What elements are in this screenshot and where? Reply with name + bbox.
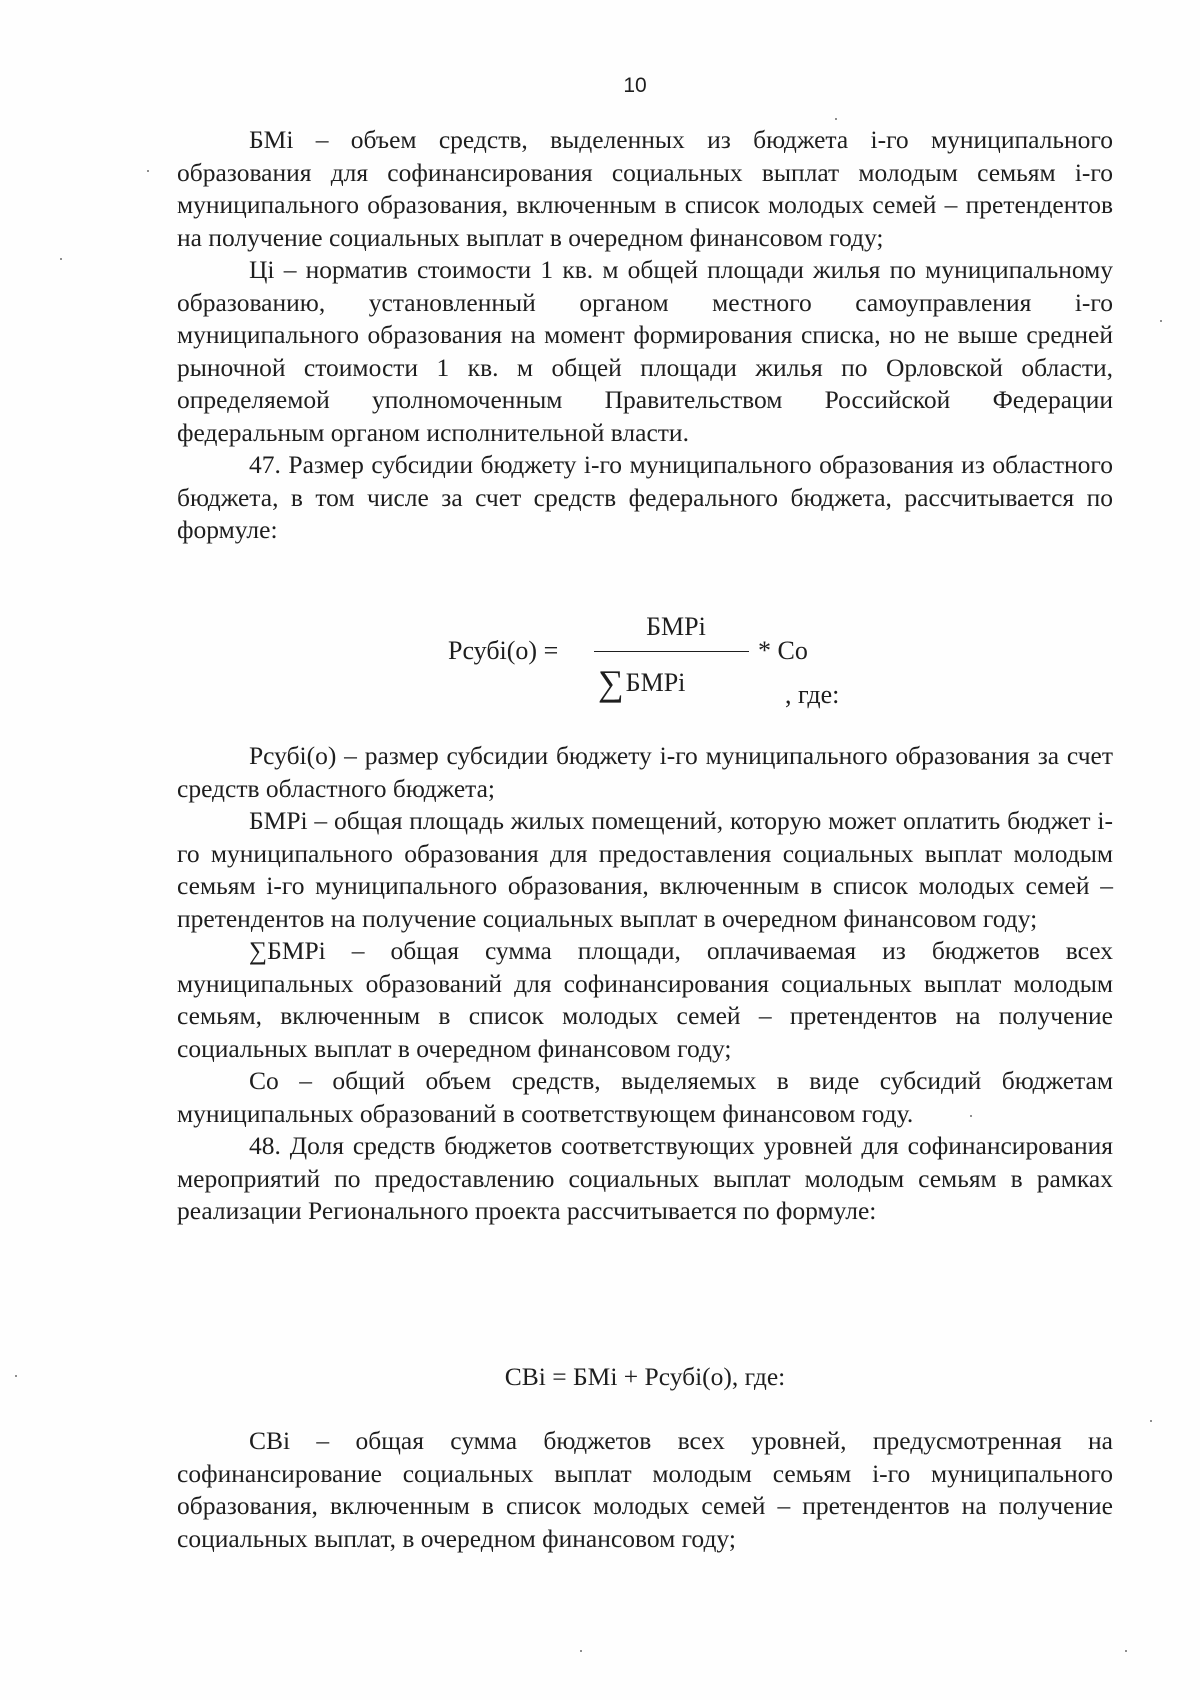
formula-fraction-bar [594,651,749,652]
paragraph-sum-bmr-definition: ∑БМРі – общая сумма площади, оплачиваемая из бюджетов всех муниципальных образований для софинансирования социальных выплат молодым семьям, включенным в список молодых семей – претендентов на получение социальных выплат в очередном финансовом году; [177,936,1113,1063]
text-block-definitions-2 [177,740,1113,1228]
scan-speck [1125,1650,1127,1652]
scan-speck [1150,1420,1152,1422]
paragraph-rsub-definition: Рсубі(о) – размер субсидии бюджету і-го муниципального образования за счет средств областного бюджета; [177,741,1113,803]
formula-subsidy-denominator [598,658,686,703]
text-block-definitions-1 [177,124,1113,547]
formula-subsidy-lhs: Рсубі(о) = [448,636,559,665]
scan-speck [835,118,837,120]
scan-speck [1160,320,1162,322]
page-number: 10 [623,74,647,97]
paragraph-item-47: 47. Размер субсидии бюджету і-го муниципального образования из областного бюджета, в том числе за счет средств федерального бюджета, рассчитывается по формуле: [177,450,1113,544]
formula-subsidy [448,612,868,722]
paragraph-ci-definition: Ці – норматив стоимости 1 кв. м общей площади жилья по муниципальному образованию, установленный органом местного самоуправления і-го муниципального образования на момент формирования списка, но не выше средней рыночной стоимости 1 кв. м общей площади жилья по Орловской области, определяемой уполномоченным Правительством Российской Федерации федеральным органом исполнительной власти. [177,255,1113,447]
paragraph-bmr-definition: БМРі – общая площадь жилых помещений, которую может оплатить бюджет і-го муниципального образования для предоставления социальных выплат молодым семьям і-го муниципального образования, включенным в список молодых семей – претендентов на получение социальных выплат в очередном финансовом году; [177,806,1113,933]
formula-subsidy-denominator-text: БМРі [625,668,686,697]
formula-subsidy-where: , где: [785,680,840,709]
formula-total-budget: СВі = БМі + Рсубі(о), где: [504,1362,786,1391]
scan-speck [147,170,149,172]
paragraph-bmi-definition: БМі – объем средств, выделенных из бюджета і-го муниципального образования для софинансирования социальных выплат молодым семьям і-го муниципального образования, включенным в список молодых семей – претендентов на получение социальных выплат в очередном финансовом году; [177,125,1113,252]
text-block-definitions-3 [177,1425,1113,1555]
sigma-symbol: ∑ [598,663,624,703]
paragraph-cvi-definition: СВі – общая сумма бюджетов всех уровней, предусмотренная на софинансирование социальных выплат молодым семьям і-го муниципального образования, включенным в список молодых семей – претендентов на получение социальных выплат, в очередном финансовом году; [177,1426,1113,1553]
paragraph-item-48: 48. Доля средств бюджетов соответствующих уровней для софинансирования мероприятий по предоставлению социальных выплат молодым семьям в рамках реализации Регионального проекта рассчитывается по формуле: [177,1131,1113,1225]
formula-subsidy-multiplier: * Со [758,636,808,665]
scan-speck [60,258,62,260]
scan-speck [970,1115,972,1117]
scan-speck [15,1375,17,1377]
paragraph-co-definition: Со – общий объем средств, выделяемых в виде субсидий бюджетам муниципальных образований в соответствующем финансовом году. [177,1066,1113,1128]
formula-subsidy-numerator: БМРі [646,612,706,641]
scan-speck [580,1650,582,1652]
